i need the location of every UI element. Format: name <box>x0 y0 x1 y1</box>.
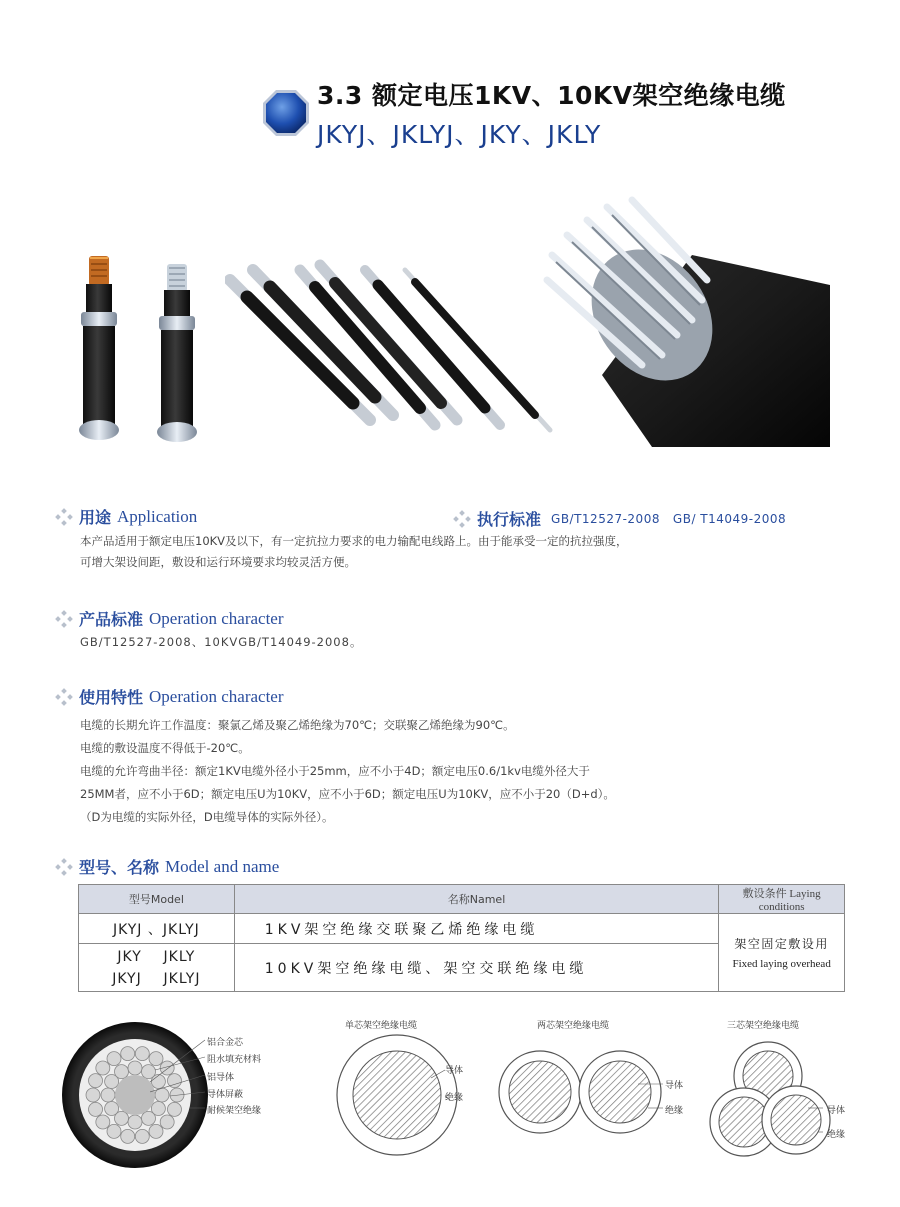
conductor-strand <box>121 1129 135 1143</box>
laying-text-cn: 架空固定敷设用 <box>734 937 829 951</box>
three-core-label-conductor: 导体 <box>827 1106 846 1116</box>
two-core-label-insulation: 绝缘 <box>665 1106 684 1116</box>
cable-photo-single-aluminum <box>150 258 210 448</box>
conductor-strand <box>121 1047 135 1061</box>
two-core-label-conductor: 导体 <box>665 1081 684 1091</box>
conductor-strand <box>115 1065 129 1079</box>
cable-photo-closeup <box>542 195 830 447</box>
two-core-title: 两芯架空绝缘电缆 <box>537 1021 610 1031</box>
section-model-name-heading <box>55 855 279 878</box>
diamond-bullet-icon <box>453 510 471 528</box>
characteristics-line: 电缆的允许弯曲半径：额定1KV电缆外径小于25mm，应不小于4D；额定电压0.6/1kv电缆外径大于 <box>80 764 590 778</box>
section-application-heading <box>55 505 197 528</box>
diamond-bullet-icon <box>55 610 73 628</box>
single-core-label-insulation: 绝缘 <box>445 1093 464 1103</box>
characteristics-line: 25MM者，应不小于6D；额定电压U为10KV，应不小于6D；额定电压U为10KV，应不小于20（D+d）。 <box>80 787 615 801</box>
cross-section-leader-lines <box>150 1030 210 1120</box>
execution-standard-codes: GB/T12527-2008 GB/ T14049-2008 <box>551 511 787 526</box>
model-name-heading-cn: 型号、名称 <box>79 858 160 877</box>
three-core-diagram <box>708 1040 833 1165</box>
page-subtitle-models: JKYJ、JKLYJ、JKY、JKLY <box>317 120 602 149</box>
cross-section-label: 铝合金芯 <box>207 1038 244 1048</box>
application-line: 本产品适用于额定电压10KV及以下，有一定抗拉力要求的电力输配电线路上。由于能承受一定的抗拉强度， <box>80 534 628 548</box>
conductor-strand <box>135 1129 149 1143</box>
diamond-bullet-icon <box>55 688 73 706</box>
conductor-strand <box>128 1115 142 1129</box>
characteristics-line: 电缆的敷设温度不得低于-20℃。 <box>80 741 250 755</box>
conductor-strand <box>101 1088 115 1102</box>
laying-cell <box>719 914 845 992</box>
single-core-title: 单芯架空绝缘电缆 <box>345 1021 418 1031</box>
conductor-strand <box>96 1061 110 1075</box>
characteristics-line: （D为电缆的实际外径，D电缆导体的实际外径）。 <box>80 810 334 824</box>
application-text <box>80 531 628 573</box>
model-name-table <box>78 884 845 992</box>
model-cell <box>79 944 235 992</box>
column-header-model: 型号Model <box>79 885 235 914</box>
application-heading-en: Application <box>117 506 198 526</box>
section-characteristics-heading <box>55 685 284 708</box>
conductor-strand <box>135 1047 149 1061</box>
single-core-label-conductor: 导体 <box>445 1066 464 1076</box>
cross-section-label: 铝导体 <box>207 1073 235 1083</box>
characteristics-heading-cn: 使用特性 <box>79 688 144 707</box>
conductor-strand <box>89 1074 103 1088</box>
page-title: 3.3 额定电压1KV、10KV架空绝缘电缆 <box>317 81 786 110</box>
conductor-strand <box>107 1052 121 1066</box>
section-product-standard-heading <box>55 607 284 630</box>
model-line: JKYJ JKLYJ <box>112 970 201 987</box>
table-header-row <box>79 885 845 914</box>
two-core-diagram <box>498 1048 688 1138</box>
application-heading-cn: 用途 <box>79 508 112 527</box>
conductor-strand <box>107 1124 121 1138</box>
cross-section-label: 耐候架空绝缘 <box>207 1106 262 1116</box>
table-row <box>79 914 845 944</box>
characteristics-line: 电缆的长期允许工作温度：聚氯乙烯及聚乙烯绝缘为70℃；交联聚乙烯绝缘为90℃。 <box>80 718 515 732</box>
conductor-strand <box>149 1124 163 1138</box>
cable-photo-overhead-group <box>225 255 565 440</box>
cross-section-label: 导体屏蔽 <box>207 1090 244 1100</box>
conductor-strand <box>128 1061 142 1075</box>
conductor-strand <box>105 1102 119 1116</box>
name-cell: 10KV架空绝缘电缆、架空交联绝缘电缆 <box>234 944 719 992</box>
three-core-label-insulation: 绝缘 <box>827 1130 846 1140</box>
section-execution-standard-heading <box>453 507 786 530</box>
diamond-bullet-icon <box>55 508 73 526</box>
column-header-name: 名称Namel <box>234 885 719 914</box>
conductor-strand <box>86 1088 100 1102</box>
characteristics-text <box>80 714 615 829</box>
model-cell: JKYJ 、JKLYJ <box>79 914 235 944</box>
application-line: 可增大架设间距，敷设和运行环境要求均较灵活方便。 <box>80 555 356 569</box>
execution-standard-heading-cn: 执行标准 <box>477 510 542 529</box>
laying-text-en: Fixed laying overhead <box>732 958 831 970</box>
model-line: JKY JKLY <box>117 948 196 965</box>
model-name-heading-en: Model and name <box>165 856 280 876</box>
cross-section-label: 阻水填充材料 <box>207 1055 262 1065</box>
column-header-laying: 敷设条件 Laying conditions <box>719 885 845 914</box>
product-standard-text: GB/T12527-2008、10KVGB/T14049-2008。 <box>80 635 363 649</box>
conductor-strand <box>96 1115 110 1129</box>
product-standard-heading-en: Operation character <box>149 608 284 628</box>
conductor-strand <box>89 1102 103 1116</box>
diamond-bullet-icon <box>55 858 73 876</box>
name-cell: 1KV架空绝缘交联聚乙烯绝缘电缆 <box>234 914 719 944</box>
three-core-title: 三芯架空绝缘电缆 <box>727 1021 800 1031</box>
octagon-badge-icon <box>261 88 311 138</box>
product-standard-heading-cn: 产品标准 <box>79 610 144 629</box>
cable-photo-single-copper <box>70 250 130 445</box>
characteristics-heading-en: Operation character <box>149 686 284 706</box>
